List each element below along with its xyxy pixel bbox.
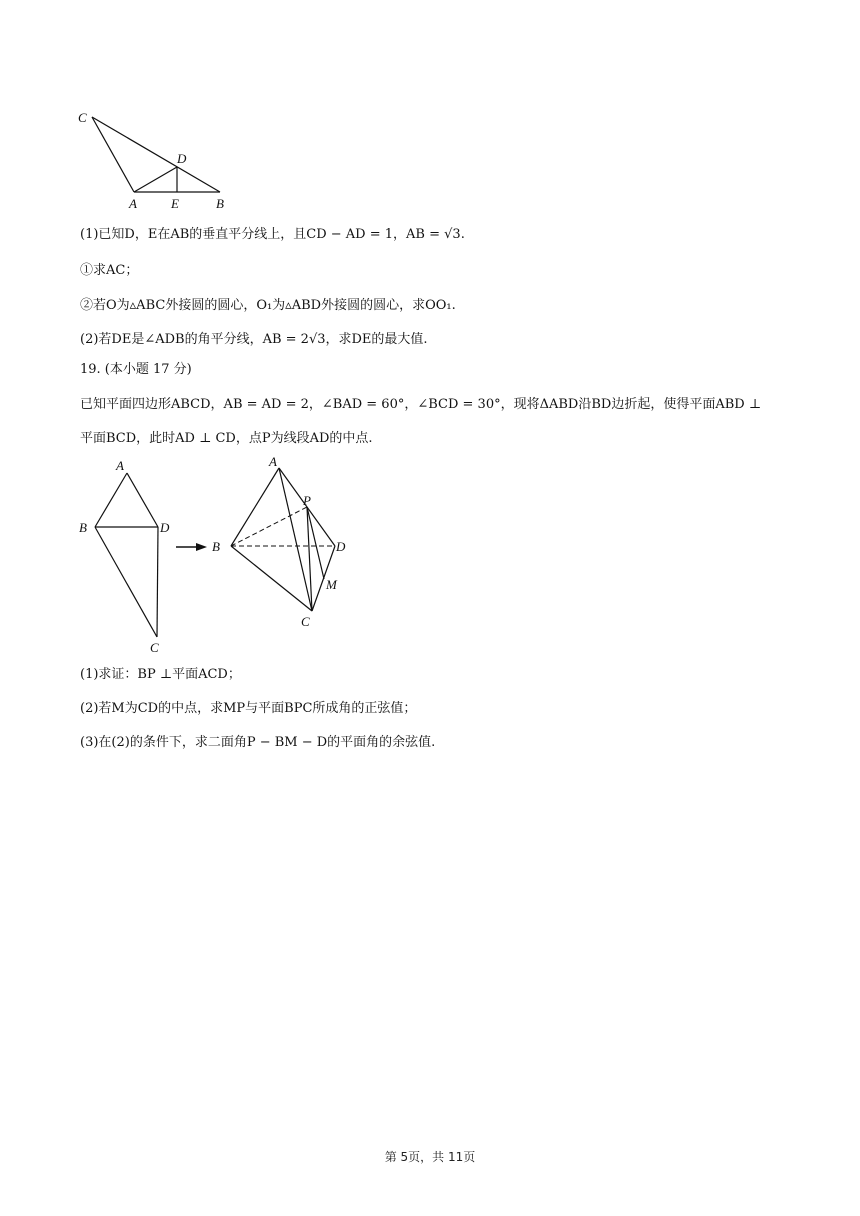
figure-triangle-abc xyxy=(70,100,240,215)
q18-part2: (2)若DE是∠ADB的角平分线，AB = 2√3，求DE的最大值. xyxy=(80,332,428,347)
left-label-c: C xyxy=(150,640,159,655)
label-a: A xyxy=(129,196,137,211)
label-e: E xyxy=(171,196,179,211)
right-label-c: C xyxy=(301,614,310,629)
label-d: D xyxy=(177,151,187,166)
figure-folding-tetrahedron xyxy=(70,452,370,657)
left-label-b: B xyxy=(79,520,87,535)
q18-part1-i: ①求AC； xyxy=(80,263,139,278)
right-label-d: D xyxy=(336,539,346,554)
label-b: B xyxy=(216,196,224,211)
q19-part1: (1)求证：BP ⊥平面ACD； xyxy=(80,667,241,682)
left-label-d: D xyxy=(160,520,170,535)
page-footer: 第 5页，共 11页 xyxy=(384,1150,476,1164)
q18-part1-ii: ②若O为▵ABC外接圆的圆心，O₁为▵ABD外接圆的圆心，求OO₁. xyxy=(80,298,456,313)
right-label-b: B xyxy=(212,539,220,554)
right-label-p: P xyxy=(303,493,311,508)
q19-header: 19. (本小题 17 分) xyxy=(80,362,192,377)
q19-stem-line1: 已知平面四边形ABCD，AB = AD = 2，∠BAD = 60°，∠BCD = 30°，现将ΔABD沿BD边折起，使得平面ABD ⊥ xyxy=(80,397,762,412)
left-label-a: A xyxy=(116,458,124,473)
q19-part3: (3)在(2)的条件下，求二面角P − BM − D的平面角的余弦值. xyxy=(80,735,436,750)
right-label-m: M xyxy=(326,577,337,592)
label-c: C xyxy=(78,110,87,125)
q19-part2: (2)若M为CD的中点，求MP与平面BPC所成角的正弦值； xyxy=(80,701,417,716)
fold-arrow xyxy=(176,543,207,551)
q18-part1: (1)已知D，E在AB的垂直平分线上，且CD − AD = 1，AB = √3. xyxy=(80,227,465,242)
q19-stem-line2: 平面BCD，此时AD ⊥ CD，点P为线段AD的中点. xyxy=(80,431,373,446)
right-label-a: A xyxy=(269,454,277,469)
